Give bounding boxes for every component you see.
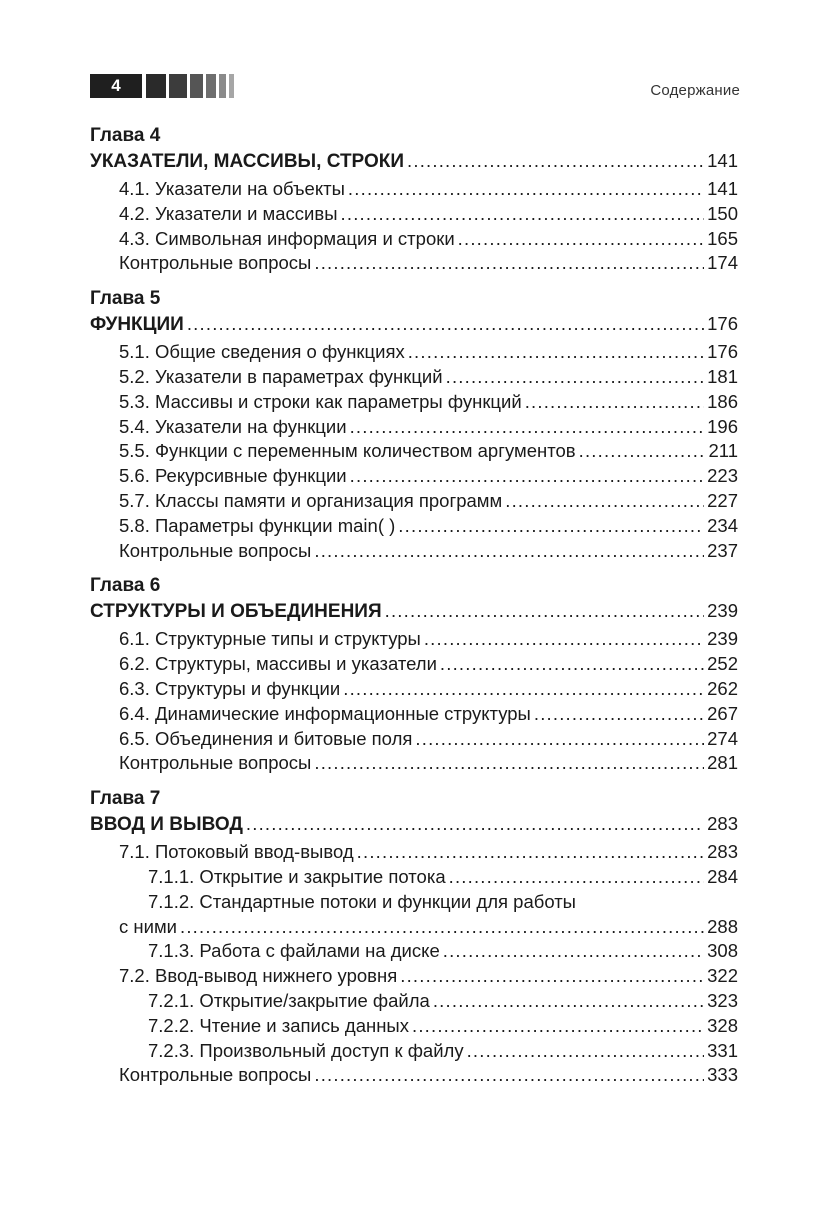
page-ref: 267 bbox=[707, 702, 738, 724]
chapter-label: Глава 6 bbox=[90, 575, 161, 597]
chapter-label: Глава 7 bbox=[90, 788, 161, 810]
dot-leader bbox=[350, 415, 705, 440]
entry-title: 5.5. Функции с переменным количеством аргументов bbox=[119, 440, 576, 462]
entry-title: 5.8. Параметры функции main( ) bbox=[119, 514, 396, 536]
toc-entry[interactable] bbox=[90, 964, 738, 989]
toc-entry[interactable] bbox=[90, 1039, 738, 1064]
page-ref: 328 bbox=[707, 1014, 738, 1036]
dot-leader bbox=[246, 811, 704, 837]
chapter-block bbox=[90, 787, 738, 1088]
page-ref: 196 bbox=[707, 415, 738, 437]
entry-title-line1[interactable]: 7.1.2. Стандартные потоки и функции для работы bbox=[148, 890, 576, 912]
entry-title-cont: с ними bbox=[119, 915, 177, 937]
chapter-title: СТРУКТУРЫ И ОБЪЕДИНЕНИЯ bbox=[90, 601, 382, 623]
entry-title: 6.3. Структуры и функции bbox=[119, 677, 341, 699]
toc-entry[interactable] bbox=[90, 464, 738, 489]
dot-leader bbox=[343, 677, 704, 702]
toc-entry[interactable] bbox=[90, 1063, 738, 1088]
dot-leader bbox=[180, 915, 704, 940]
toc-entry[interactable] bbox=[90, 865, 738, 890]
page-header bbox=[90, 74, 740, 100]
table-of-contents bbox=[90, 124, 738, 1088]
entry-title: 4.2. Указатели и массивы bbox=[119, 202, 338, 224]
entry-title: 7.1.3. Работа с файлами на диске bbox=[148, 940, 440, 962]
page-ref: 281 bbox=[707, 752, 738, 774]
page-ref: 283 bbox=[707, 841, 738, 863]
dot-leader bbox=[534, 702, 704, 727]
page-ref: 176 bbox=[707, 341, 738, 363]
chapter-title: УКАЗАТЕЛИ, МАССИВЫ, СТРОКИ bbox=[90, 151, 405, 172]
entry-title: 4.3. Символьная информация и строки bbox=[119, 227, 455, 249]
toc-entry[interactable] bbox=[90, 939, 738, 964]
page-ref: 165 bbox=[707, 227, 738, 249]
page-ref: 308 bbox=[707, 940, 738, 962]
toc-entry[interactable] bbox=[90, 627, 738, 652]
toc-entry[interactable] bbox=[90, 390, 738, 415]
dot-leader bbox=[350, 464, 704, 489]
toc-entry[interactable] bbox=[90, 915, 738, 940]
chapter-block bbox=[90, 124, 738, 276]
dot-leader bbox=[415, 727, 704, 752]
page-ref: 284 bbox=[707, 865, 738, 887]
toc-entry[interactable] bbox=[90, 652, 738, 677]
page-ref: 141 bbox=[707, 150, 738, 171]
toc-entry[interactable] bbox=[90, 727, 738, 752]
dot-leader bbox=[314, 251, 704, 276]
entry-title: 7.1.1. Открытие и закрытие потока bbox=[148, 865, 446, 887]
entry-title: 5.2. Указатели в параметрах функций bbox=[119, 365, 443, 387]
chapter-block bbox=[90, 574, 738, 776]
entry-title: 7.2.3. Произвольный доступ к файлу bbox=[148, 1039, 464, 1061]
dot-leader bbox=[314, 1063, 704, 1088]
entry-title: 6.4. Динамические информационные структуры bbox=[119, 702, 531, 724]
chapter-block bbox=[90, 287, 738, 563]
entry-title: 7.2. Ввод-вывод нижнего уровня bbox=[119, 965, 398, 987]
entry-title: 5.3. Массивы и строки как параметры функций bbox=[119, 390, 522, 412]
page-ref: 262 bbox=[707, 677, 738, 699]
dot-leader bbox=[398, 514, 704, 539]
toc-entry[interactable] bbox=[90, 989, 738, 1014]
page-ref: 274 bbox=[707, 727, 738, 749]
toc-entry[interactable] bbox=[90, 539, 738, 564]
entry-title: 5.7. Классы памяти и организация программ bbox=[119, 489, 503, 511]
toc-entry[interactable] bbox=[90, 251, 738, 276]
page-ref: 141 bbox=[707, 178, 738, 199]
toc-chapter-entry[interactable] bbox=[90, 811, 738, 837]
dot-leader bbox=[187, 311, 704, 337]
page-ref: 176 bbox=[707, 313, 738, 335]
page-ref: 223 bbox=[707, 465, 738, 487]
entry-title: 5.1. Общие сведения о функциях bbox=[119, 341, 405, 363]
entry-title: Контрольные вопросы bbox=[119, 252, 312, 274]
toc-chapter-entry[interactable] bbox=[90, 311, 738, 337]
page-ref: 234 bbox=[707, 514, 738, 536]
running-header-title: Содержание bbox=[650, 82, 740, 99]
dot-leader bbox=[440, 652, 704, 677]
entry-title: 6.1. Структурные типы и структуры bbox=[119, 628, 421, 650]
dot-leader bbox=[357, 840, 704, 865]
page-ref: 288 bbox=[707, 915, 738, 937]
dot-leader bbox=[314, 751, 704, 776]
entry-title: Контрольные вопросы bbox=[119, 752, 312, 774]
toc-entry[interactable] bbox=[90, 514, 738, 539]
toc-entry[interactable] bbox=[90, 202, 738, 227]
dot-leader bbox=[467, 1039, 705, 1064]
dot-leader bbox=[400, 964, 704, 989]
toc-entry[interactable] bbox=[90, 677, 738, 702]
dot-leader bbox=[412, 1014, 704, 1039]
toc-chapter-entry[interactable] bbox=[90, 148, 738, 174]
toc-entry[interactable] bbox=[90, 489, 738, 514]
page-ref: 333 bbox=[707, 1064, 738, 1086]
dot-leader bbox=[341, 202, 705, 227]
dot-leader bbox=[505, 489, 704, 514]
toc-entry[interactable] bbox=[90, 1014, 738, 1039]
toc-chapter-entry[interactable] bbox=[90, 598, 738, 624]
chapter-label: Глава 4 bbox=[90, 125, 161, 146]
page-ref: 331 bbox=[707, 1039, 738, 1061]
page-ref: 174 bbox=[707, 252, 738, 274]
dot-leader bbox=[458, 227, 704, 252]
entry-title: 4.1. Указатели на объекты bbox=[119, 178, 345, 199]
entry-title: 7.2.2. Чтение и запись данных bbox=[148, 1014, 409, 1036]
dot-leader bbox=[424, 627, 704, 652]
toc-entry[interactable] bbox=[90, 439, 738, 464]
dot-leader bbox=[433, 989, 704, 1014]
page-ref: 239 bbox=[707, 600, 738, 622]
dot-leader bbox=[407, 148, 704, 174]
page-ref: 181 bbox=[707, 365, 738, 387]
page-ref: 186 bbox=[707, 390, 738, 412]
toc-entry[interactable] bbox=[90, 177, 738, 202]
entry-title: Контрольные вопросы bbox=[119, 1064, 312, 1086]
toc-entry[interactable] bbox=[90, 751, 738, 776]
toc-entry[interactable] bbox=[90, 227, 738, 252]
page-ref: 211 bbox=[708, 440, 738, 462]
page-ref: 237 bbox=[707, 539, 738, 561]
entry-title: 7.1. Потоковый ввод-вывод bbox=[119, 841, 354, 863]
page-ref: 227 bbox=[707, 489, 738, 511]
dot-leader bbox=[443, 939, 704, 964]
dot-leader bbox=[385, 598, 705, 624]
entry-title: 5.6. Рекурсивные функции bbox=[119, 465, 347, 487]
page-ref: 322 bbox=[707, 965, 738, 987]
dot-leader bbox=[446, 365, 705, 390]
page-ref: 239 bbox=[707, 628, 738, 650]
dot-leader bbox=[408, 340, 704, 365]
chapter-label: Глава 5 bbox=[90, 288, 161, 310]
toc-entry[interactable] bbox=[90, 702, 738, 727]
entry-title: 6.2. Структуры, массивы и указатели bbox=[119, 653, 437, 675]
dot-leader bbox=[579, 439, 706, 464]
entry-title: 5.4. Указатели на функции bbox=[119, 415, 347, 437]
chapter-title: ВВОД И ВЫВОД bbox=[90, 814, 243, 836]
dot-leader bbox=[449, 865, 705, 890]
chapter-title: ФУНКЦИИ bbox=[90, 314, 184, 336]
entry-title: 7.2.1. Открытие/закрытие файла bbox=[148, 989, 430, 1011]
page-ref: 283 bbox=[707, 813, 738, 835]
toc-entry[interactable] bbox=[90, 840, 738, 865]
page-ref: 150 bbox=[707, 202, 738, 224]
dot-leader bbox=[348, 177, 704, 202]
toc-entry[interactable] bbox=[90, 415, 738, 440]
page-number: 4 bbox=[90, 74, 142, 98]
entry-title: 6.5. Объединения и битовые поля bbox=[119, 727, 413, 749]
page-ref: 252 bbox=[707, 653, 738, 675]
dot-leader bbox=[525, 390, 704, 415]
toc-entry[interactable] bbox=[90, 365, 738, 390]
toc-entry[interactable] bbox=[90, 340, 738, 365]
page-ref: 323 bbox=[707, 989, 738, 1011]
dot-leader bbox=[314, 539, 704, 564]
entry-title: Контрольные вопросы bbox=[119, 539, 312, 561]
